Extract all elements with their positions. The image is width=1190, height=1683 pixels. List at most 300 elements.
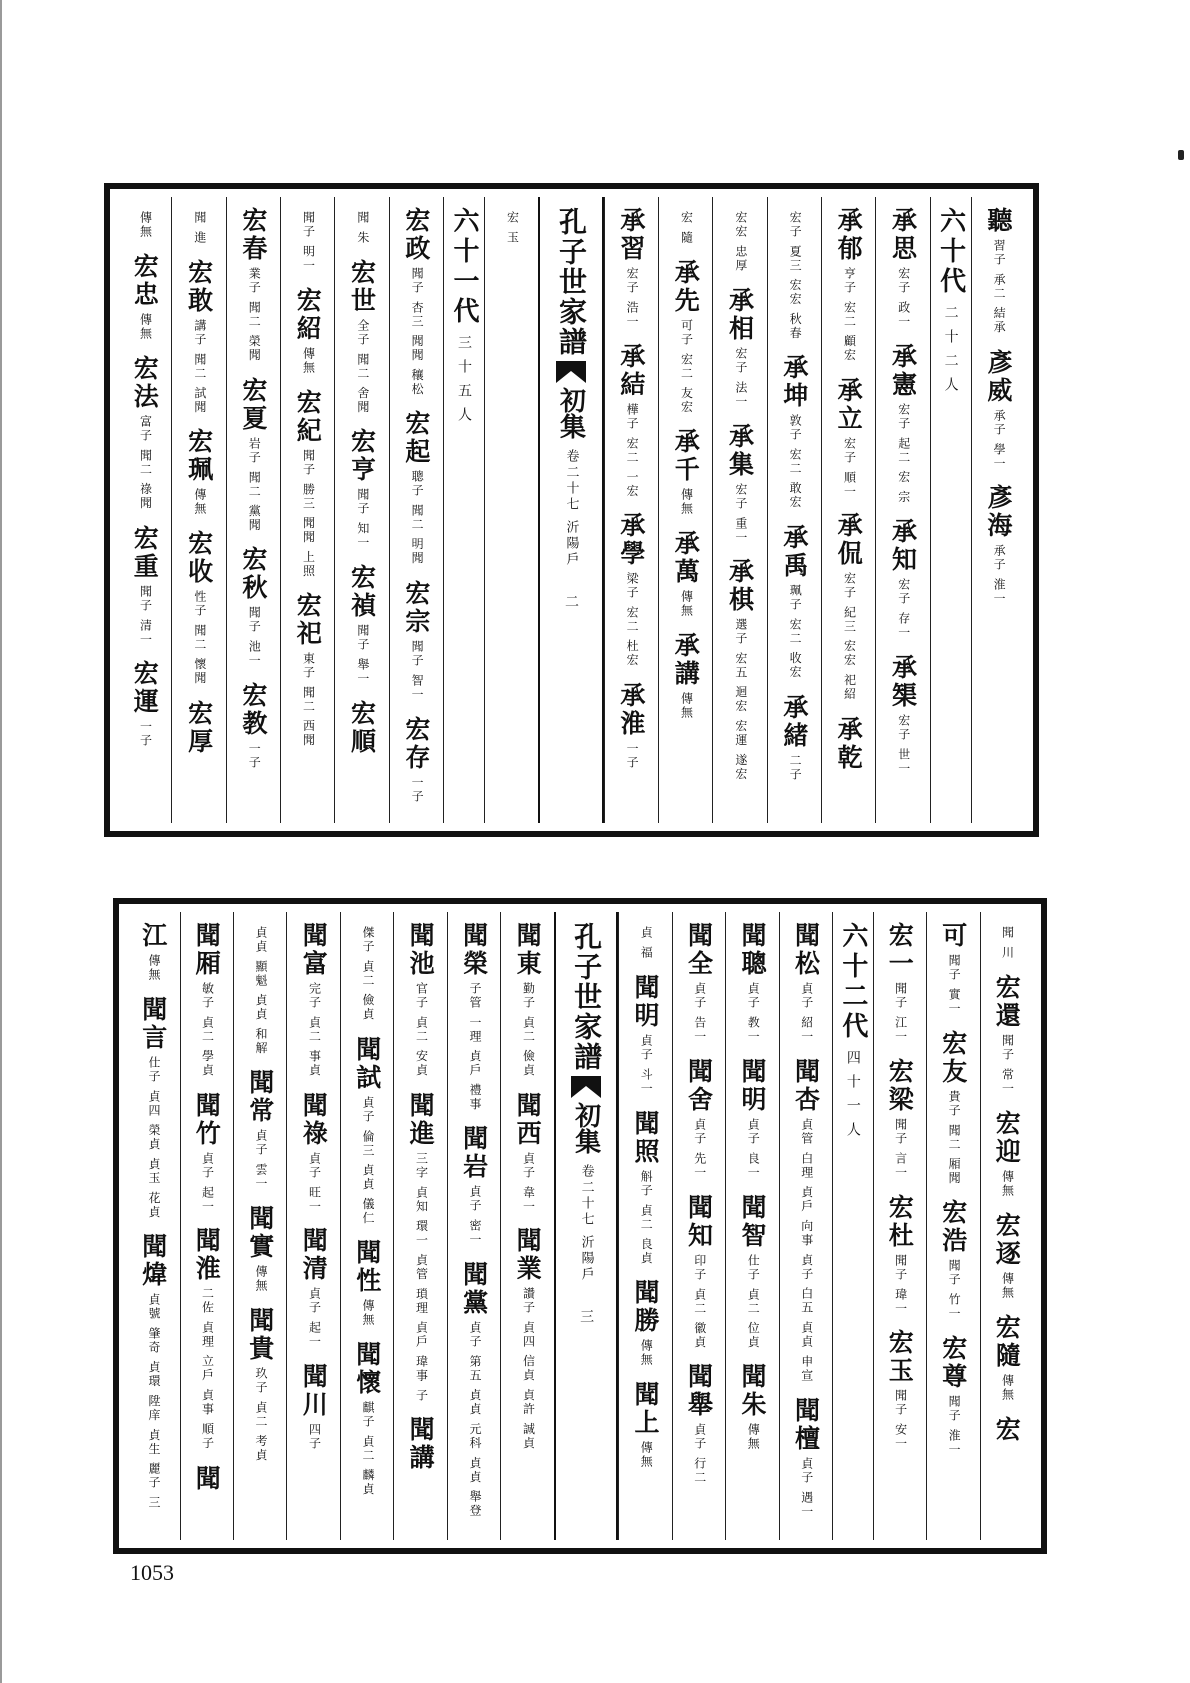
genealogy-column (980, 912, 1033, 1540)
person-name: 宏 (992, 1415, 1022, 1444)
person-entry (504, 207, 520, 245)
person-name: 聞明 (630, 973, 660, 1030)
person-entry (885, 922, 915, 1044)
genealogy-column (233, 912, 286, 1540)
person-entry (192, 1464, 222, 1493)
person-name: 承棋 (725, 558, 755, 615)
genealogy-column (286, 912, 339, 1540)
person-name: 承思 (888, 207, 918, 263)
person-entry (983, 207, 1013, 335)
person-entry (616, 207, 646, 329)
genealogy-column (672, 912, 725, 1540)
person-note: 玖子 貞二 考貞 (254, 1367, 269, 1463)
person-note: 業子 聞二 榮聞 (247, 267, 262, 363)
person-note: 聞子 江一 (893, 982, 908, 1044)
person-note: 斛子 貞二 良貞 (639, 1169, 654, 1266)
person-name: 宏亨 (347, 428, 377, 485)
person-name: 承習 (616, 207, 646, 263)
person-entry (834, 207, 864, 363)
person-name: 聞業 (513, 1227, 543, 1284)
person-name: 承知 (888, 518, 918, 575)
person-name: 宏忠 (130, 253, 160, 309)
person-entry (885, 1329, 915, 1452)
person-note: 印子 貞二 徽貞 (692, 1253, 707, 1350)
person-entry (347, 564, 377, 687)
person-entry (737, 1363, 767, 1452)
person-name: 聞西 (513, 1091, 543, 1148)
person-entry (630, 1109, 660, 1266)
person-entry (938, 922, 968, 1016)
person-note: 一子 (625, 742, 640, 771)
person-name: 聞池 (406, 922, 436, 978)
person-name: 承郁 (834, 207, 864, 263)
person-name: 聞東 (513, 922, 543, 978)
person-note: 可子 宏二 友宏 (679, 318, 694, 415)
person-entry (791, 1396, 821, 1519)
person-entry (238, 682, 268, 771)
genealogy-column (779, 912, 832, 1540)
person-entry (513, 1091, 543, 1214)
person-entry (983, 348, 1013, 471)
person-name: 宏政 (401, 207, 431, 263)
person-name: 宏順 (347, 700, 377, 757)
person-name: 宏迎 (992, 1109, 1022, 1166)
genealogy-column (180, 912, 233, 1540)
person-note: 傳無 (639, 1441, 654, 1470)
top-panel (104, 183, 1039, 837)
genealogy-column (500, 912, 553, 1540)
genealogy-column (971, 197, 1025, 823)
person-note: 四子 (307, 1423, 322, 1452)
person-entry (192, 1091, 222, 1214)
person-entry (616, 512, 646, 669)
person-entry (401, 410, 431, 567)
person-name: 宏厚 (184, 700, 214, 757)
generation-heading: 六十二代 (837, 922, 868, 1042)
person-note: 宏宏 忠厚 (733, 211, 748, 273)
person-entry (347, 700, 377, 757)
generation-column (443, 197, 484, 823)
person-name: 宏珮 (184, 428, 214, 485)
person-entry (459, 1125, 489, 1248)
genealogy-column (604, 197, 658, 823)
person-name: 聞懷 (352, 1341, 382, 1398)
person-entry (352, 1239, 382, 1328)
person-name: 宏教 (238, 682, 268, 739)
person-note: 宏子 起二 宏 宗 (896, 402, 911, 505)
person-name: 承千 (671, 428, 701, 485)
person-note: 貞子 教一 (746, 982, 761, 1044)
person-note: 勤子 貞二 儉貞 (521, 982, 536, 1078)
person-entry (513, 1227, 543, 1451)
person-entry (737, 1057, 767, 1180)
person-entry (130, 660, 160, 749)
person-note: 一子 (247, 742, 262, 771)
genealogy-column (226, 197, 280, 823)
person-note: 承子 學一 (992, 408, 1007, 471)
person-entry (888, 207, 918, 329)
bottom-columns (127, 912, 1033, 1540)
person-note: 宏子 紀三 宏宏 祀紹 (842, 572, 857, 702)
person-name: 聞照 (630, 1109, 660, 1166)
person-name: 承相 (725, 286, 755, 343)
person-name: 聽 (983, 207, 1013, 235)
person-name: 聞言 (138, 996, 168, 1052)
person-name: 承榘 (888, 654, 918, 711)
person-entry (725, 286, 755, 409)
person-entry (999, 922, 1015, 960)
genealogy-column (393, 912, 446, 1540)
person-name: 宏浩 (938, 1199, 968, 1256)
person-note: 聞子 言一 (893, 1117, 908, 1180)
person-note: 貞管 白理 貞戶 向事 貞子 白五 貞貞 申宣 (799, 1117, 814, 1383)
person-entry (359, 922, 375, 1022)
person-entry (252, 922, 268, 1055)
person-name: 聞聰 (737, 922, 767, 978)
person-entry (791, 922, 821, 1044)
person-note: 聞子 明一 (301, 211, 316, 273)
person-note: 珮子 宏二 收宏 (788, 584, 803, 680)
person-name: 聞上 (630, 1381, 660, 1438)
person-note: 梁子 宏二 杜宏 (625, 572, 640, 669)
person-note: 傳無 (254, 1265, 269, 1294)
person-name: 聞松 (791, 922, 821, 978)
person-name: 聞厢 (192, 922, 222, 978)
leaf-number: 二 (563, 594, 580, 609)
person-entry (352, 1035, 382, 1226)
genealogy-column (821, 197, 875, 823)
person-note: 傳無 (679, 488, 694, 517)
person-entry (137, 207, 153, 239)
genealogy-column (658, 197, 712, 823)
person-entry (888, 518, 918, 641)
person-note: 富子 聞二 祿聞 (138, 415, 153, 511)
page-left-edge (0, 0, 2, 1683)
person-entry (938, 1199, 968, 1322)
person-note: 選子 宏五 迴宏 宏運 遂宏 (733, 618, 748, 782)
person-note: 習子 承二 結承 (992, 239, 1007, 335)
person-name: 聞清 (299, 1227, 329, 1284)
person-entry (299, 922, 329, 1078)
person-name: 聞常 (245, 1069, 275, 1126)
person-note: 宏子 順一 (842, 436, 857, 499)
person-entry (834, 512, 864, 702)
person-entry (138, 922, 168, 982)
person-note: 三字 貞知 環一 貞管 瑣理 貞戶 瑋事 子 (414, 1151, 429, 1403)
person-name: 彥海 (983, 484, 1013, 541)
person-entry (779, 354, 809, 511)
genealogy-column (127, 912, 179, 1540)
person-entry (406, 922, 436, 1078)
person-note: 宏 隨 (679, 211, 694, 245)
person-entry (737, 1193, 767, 1350)
person-note: 敏子 貞二 學貞 (200, 982, 215, 1078)
person-entry (671, 530, 701, 619)
person-name: 宏宗 (401, 580, 431, 637)
person-entry (678, 207, 694, 245)
person-entry (406, 1091, 436, 1403)
person-note: 貞子 遇一 (799, 1456, 814, 1519)
volume-label: 卷二十七 沂陽戶 (578, 1164, 594, 1284)
generation-count: 三十五人 (456, 335, 473, 431)
person-name: 宏敢 (184, 258, 214, 315)
person-note: 貞子 雲一 (254, 1129, 269, 1192)
person-note: 宏子 法一 (733, 346, 748, 409)
person-name: 承坤 (779, 354, 809, 411)
person-name: 宏還 (992, 973, 1022, 1030)
person-name: 宏收 (184, 530, 214, 587)
person-note: 講子 聞二 試聞 (192, 318, 207, 415)
person-entry (779, 693, 809, 782)
genealogy-column (926, 912, 979, 1540)
person-entry (347, 428, 377, 551)
person-entry (406, 1416, 436, 1473)
person-entry (885, 1193, 915, 1316)
person-note: 傳無 (1000, 1271, 1015, 1300)
person-name: 承侃 (834, 512, 864, 569)
person-name: 聞 (192, 1464, 222, 1493)
genealogy-column (118, 197, 171, 823)
person-entry (725, 558, 755, 782)
person-name: 聞講 (406, 1416, 436, 1473)
person-note: 性子 聞二 懷聞 (192, 590, 207, 687)
genealogy-column (447, 912, 500, 1540)
person-name: 承萬 (671, 530, 701, 587)
person-entry (888, 342, 918, 505)
person-note: 聞子 知一 (355, 488, 370, 551)
person-note: 貞子 韋一 (521, 1151, 536, 1214)
person-entry (401, 580, 431, 702)
person-entry (192, 922, 222, 1078)
person-entry (885, 1057, 915, 1180)
person-entry (354, 207, 370, 245)
person-name: 宏祀 (293, 592, 323, 649)
person-note: 聞子 常一 (1000, 1033, 1015, 1096)
person-note: 貞子 良一 (746, 1117, 761, 1180)
person-name: 聞明 (737, 1057, 767, 1114)
person-name: 江 (138, 922, 168, 950)
person-name: 宏尊 (938, 1335, 968, 1392)
person-entry (130, 253, 160, 341)
fish-tail-mark-icon (556, 361, 586, 383)
person-entry (293, 286, 323, 375)
person-entry (834, 376, 864, 499)
person-entry (638, 922, 654, 960)
person-entry (630, 973, 660, 1096)
person-note: 岩子 聞二 黨聞 (247, 436, 262, 533)
genealogy-column (334, 197, 388, 823)
generation-column (832, 912, 872, 1540)
person-note: 聞子 勝三 聞聞 上照 (301, 448, 316, 579)
leaf-number: 三 (578, 1309, 595, 1324)
person-note: 傳無 (147, 954, 162, 982)
person-name: 可 (938, 922, 968, 950)
person-entry (671, 258, 701, 415)
person-name: 聞勝 (630, 1279, 660, 1336)
person-entry (787, 207, 803, 340)
person-note: 宏子 重一 (733, 482, 748, 545)
person-entry (184, 258, 214, 415)
person-note: 貞子 告一 (692, 982, 707, 1044)
person-note: 聞子 智一 (410, 640, 425, 702)
person-entry (299, 1363, 329, 1452)
person-note: 貞貞 顯魁 貞貞 和解 (254, 926, 269, 1056)
person-note: 宏 玉 (505, 211, 520, 245)
person-note: 貞子 倫三 貞貞 儀仁 (360, 1095, 375, 1226)
person-name: 聞祿 (299, 1091, 329, 1148)
collection-label: 初集 (570, 1102, 601, 1154)
person-note: 貞子 起一 (307, 1287, 322, 1350)
person-note: 全子 聞二 舍聞 (355, 318, 370, 415)
person-note: 傳無 (301, 346, 316, 375)
person-name: 承先 (671, 258, 701, 315)
person-name: 聞朱 (737, 1363, 767, 1420)
person-entry (293, 388, 323, 579)
person-entry (779, 524, 809, 680)
person-entry (684, 1363, 714, 1486)
person-note: 仕子 貞二 位貞 (746, 1253, 761, 1350)
person-entry (630, 1381, 660, 1470)
genealogy-column (873, 912, 926, 1540)
person-note: 傳無 (138, 313, 153, 341)
page-number: 1053 (130, 1560, 174, 1585)
genealogy-column (484, 197, 538, 823)
person-entry (238, 207, 268, 363)
person-note: 聞 川 (1000, 926, 1015, 960)
person-note: 貞子 密一 (467, 1185, 482, 1248)
person-name: 聞貴 (245, 1307, 275, 1364)
person-note: 宏子 政一 (896, 267, 911, 329)
person-note: 貞子 先一 (692, 1117, 707, 1180)
generation-heading: 六十代 (935, 207, 966, 297)
person-name: 宏一 (885, 922, 915, 978)
person-note: 聰子 聞二 明聞 (410, 470, 425, 567)
person-name: 宏禎 (347, 564, 377, 621)
person-note: 貞 福 (639, 926, 654, 960)
person-entry (725, 422, 755, 545)
person-name: 聞淮 (192, 1227, 222, 1284)
person-entry (732, 207, 748, 273)
book-title: 孔子世家譜 (555, 207, 589, 357)
person-note: 貞號 肇奇 貞環 陞庠 貞生 麗子 三 (147, 1293, 162, 1511)
person-note: 敦子 宏二 敢宏 (788, 414, 803, 511)
person-name: 宏夏 (238, 376, 268, 433)
person-note: 貞子 行二 (692, 1423, 707, 1486)
person-note: 聞子 竹一 (947, 1259, 962, 1322)
person-note: 傑子 貞二 儉貞 (360, 926, 375, 1022)
person-name: 宏紀 (293, 388, 323, 445)
person-entry (238, 376, 268, 533)
person-note: 聞子 淮一 (947, 1395, 962, 1458)
person-note: 傳無 (1000, 1169, 1015, 1198)
person-name: 聞竹 (192, 1091, 222, 1148)
person-name: 聞富 (299, 922, 329, 978)
genealogy-column (389, 197, 443, 823)
person-name: 宏紹 (293, 286, 323, 343)
genealogy-column (340, 912, 393, 1540)
person-note: 貞子 紹一 (799, 982, 814, 1044)
person-entry (130, 355, 160, 511)
person-name: 宏杜 (885, 1193, 915, 1250)
person-entry (192, 1227, 222, 1451)
person-note: 麒子 貞二 麟貞 (360, 1401, 375, 1497)
person-entry (401, 207, 431, 397)
bottom-panel (113, 898, 1047, 1554)
person-note: 承子 淮一 (992, 544, 1007, 607)
person-note: 傳無 (1000, 1373, 1015, 1402)
person-name: 彥威 (983, 348, 1013, 405)
person-name: 聞檀 (791, 1396, 821, 1453)
person-name: 承淮 (616, 682, 646, 739)
person-entry (888, 654, 918, 776)
person-note: 二子 (788, 753, 803, 782)
person-note: 聞子 清一 (138, 584, 153, 647)
person-entry (671, 632, 701, 721)
person-note: 傳無 (639, 1339, 654, 1368)
person-entry (992, 1211, 1022, 1300)
genealogy-column (875, 197, 929, 823)
person-name: 宏梁 (885, 1057, 915, 1114)
collection-label: 初集 (555, 387, 586, 439)
person-entry (191, 207, 207, 245)
person-entry (834, 715, 864, 772)
person-entry (184, 428, 214, 517)
person-name: 宏友 (938, 1029, 968, 1086)
person-entry (938, 1029, 968, 1186)
person-name: 聞岩 (459, 1125, 489, 1182)
person-name: 宏隨 (992, 1313, 1022, 1370)
genealogy-column (280, 197, 334, 823)
person-note: 傳無 (679, 590, 694, 619)
person-name: 聞煒 (138, 1233, 168, 1290)
person-note: 聞子 舉一 (355, 624, 370, 687)
person-entry (513, 922, 543, 1078)
person-name: 承憲 (888, 342, 918, 399)
person-entry (684, 1193, 714, 1350)
person-note: 聞子 瑋一 (893, 1253, 908, 1316)
person-note: 讚子 貞四 信貞 貞許 誠貞 (521, 1287, 536, 1451)
generation-column (930, 197, 971, 823)
person-entry (737, 922, 767, 1044)
person-entry (299, 1227, 329, 1350)
person-entry (245, 1307, 275, 1463)
person-entry (184, 530, 214, 687)
person-note: 仕子 貞四 榮貞 貞玉 花貞 (147, 1056, 162, 1220)
person-name: 承集 (725, 422, 755, 479)
person-name: 承結 (616, 342, 646, 399)
person-entry (791, 1057, 821, 1383)
person-name: 宏運 (130, 660, 160, 717)
person-note: 聞子 實一 (947, 954, 962, 1016)
person-note: 聞子 安一 (893, 1389, 908, 1452)
person-name: 聞舍 (684, 1057, 714, 1114)
person-note: 貴子 聞二 厢聞 (947, 1089, 962, 1186)
person-entry (401, 715, 431, 804)
person-entry (992, 1313, 1022, 1402)
person-entry (630, 1279, 660, 1368)
spine-column (554, 912, 618, 1540)
genealogy-column (171, 197, 225, 823)
person-entry (138, 996, 168, 1220)
person-entry (616, 342, 646, 499)
person-name: 承緒 (779, 693, 809, 750)
person-entry (300, 207, 316, 273)
person-name: 宏玉 (885, 1329, 915, 1386)
generation-count: 二十二人 (942, 305, 959, 401)
person-entry (459, 922, 489, 1112)
person-note: 聞子 池一 (247, 606, 262, 669)
person-note: 聞子 杏三 聞聞 穰松 (410, 267, 425, 397)
